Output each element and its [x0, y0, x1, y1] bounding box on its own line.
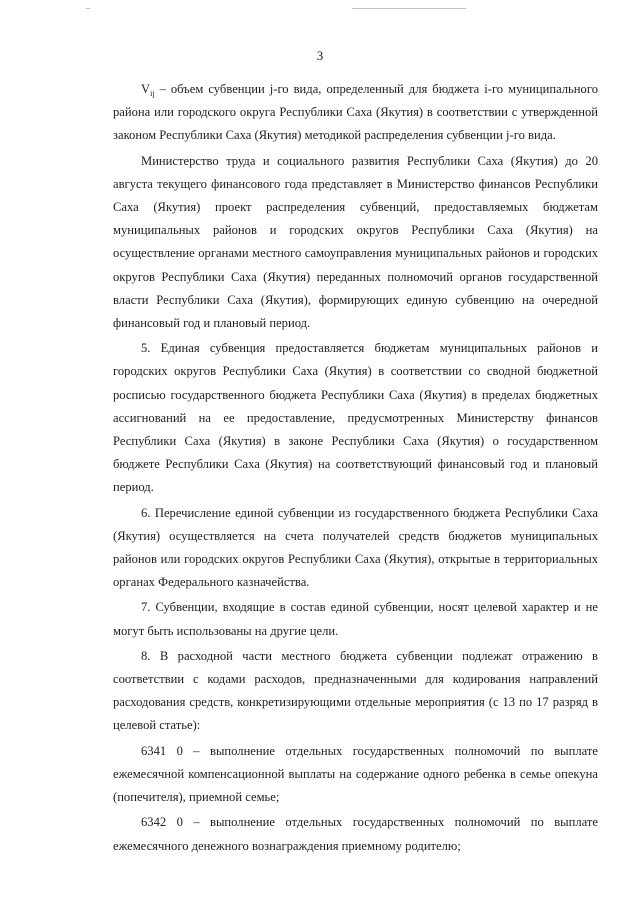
paragraph-5: 5. Единая субвенция предоставляется бюджетам муниципальных районов и городских округов Республики Саха (Якутия) в соответствии со сводной бюджетной росписью государственного бюджета Республики Саха (Якутия) в пределах бюджетных ассигнований на ее предоставление, предусмотренных Министерству финансов Республики Саха (Якутия) в законе Республики Саха (Якутия) о государственном бюджете Республики Саха (Якутия) на соответствующий финансовый год и плановый период.	[113, 341, 598, 495]
paragraph-6: 6. Перечисление единой субвенции из государственного бюджета Республики Саха (Якутия) осуществляется на счета получателей средств бюджетов муниципальных районов или городских округов Республики Саха (Якутия), открытые в территориальных органах Федерального казначейства.	[113, 505, 598, 590]
definition-text: – объем субвенции j-го вида, определенный для бюджета i-го муниципального района или городского округа Республики Саха (Якутия) в соответствии с утвержденной законом Республики Саха (Якутия) методикой распределения субвенции j-го вида.	[113, 82, 598, 143]
scan-artifact-right	[352, 8, 466, 9]
paragraph-7: 7. Субвенции, входящие в состав единой субвенции, носят целевой характер и не могут быть использованы на другие цели.	[113, 600, 598, 638]
code-6342-item: 6342 0 – выполнение отдельных государственных полномочий по выплате ежемесячного денежного вознаграждения приемному родителю;	[113, 815, 598, 853]
paragraph-ministry: Министерство труда и социального развития Республики Саха (Якутия) до 20 августа текущего финансового года представляет в Министерство финансов Республики Саха (Якутия) проект распределения субвенций, предоставляемых бюджетам муниципальных районов и городских округов Республики Саха (Якутия) на осуществление органами местного самоуправления муниципальных районов и городских округов Республики Саха (Якутия) переданных полномочий органов государственной власти Республики Саха (Якутия), формирующих единую субвенцию на очередной финансовый год и плановый период.	[113, 153, 598, 331]
paragraph-definition	[113, 78, 598, 148]
scan-artifact-left	[86, 8, 90, 9]
document-body	[113, 78, 598, 858]
variable-symbol: V	[141, 82, 151, 96]
page-number: 3	[316, 48, 324, 63]
variable-subscript: ij	[150, 89, 155, 98]
paragraph-8: 8. В расходной части местного бюджета субвенции подлежат отражению в соответствии с кодами расходов, предназначенными для кодирования направлений расходования средств, конкретизирующими отдельные мероприятия (с 13 по 17 разряд в целевой статье):	[113, 648, 598, 733]
code-6341-item: 6341 0 – выполнение отдельных государственных полномочий по выплате ежемесячной компенсационной выплаты на содержание одного ребенка в семье опекуна (попечителя), приемной семье;	[113, 743, 598, 805]
